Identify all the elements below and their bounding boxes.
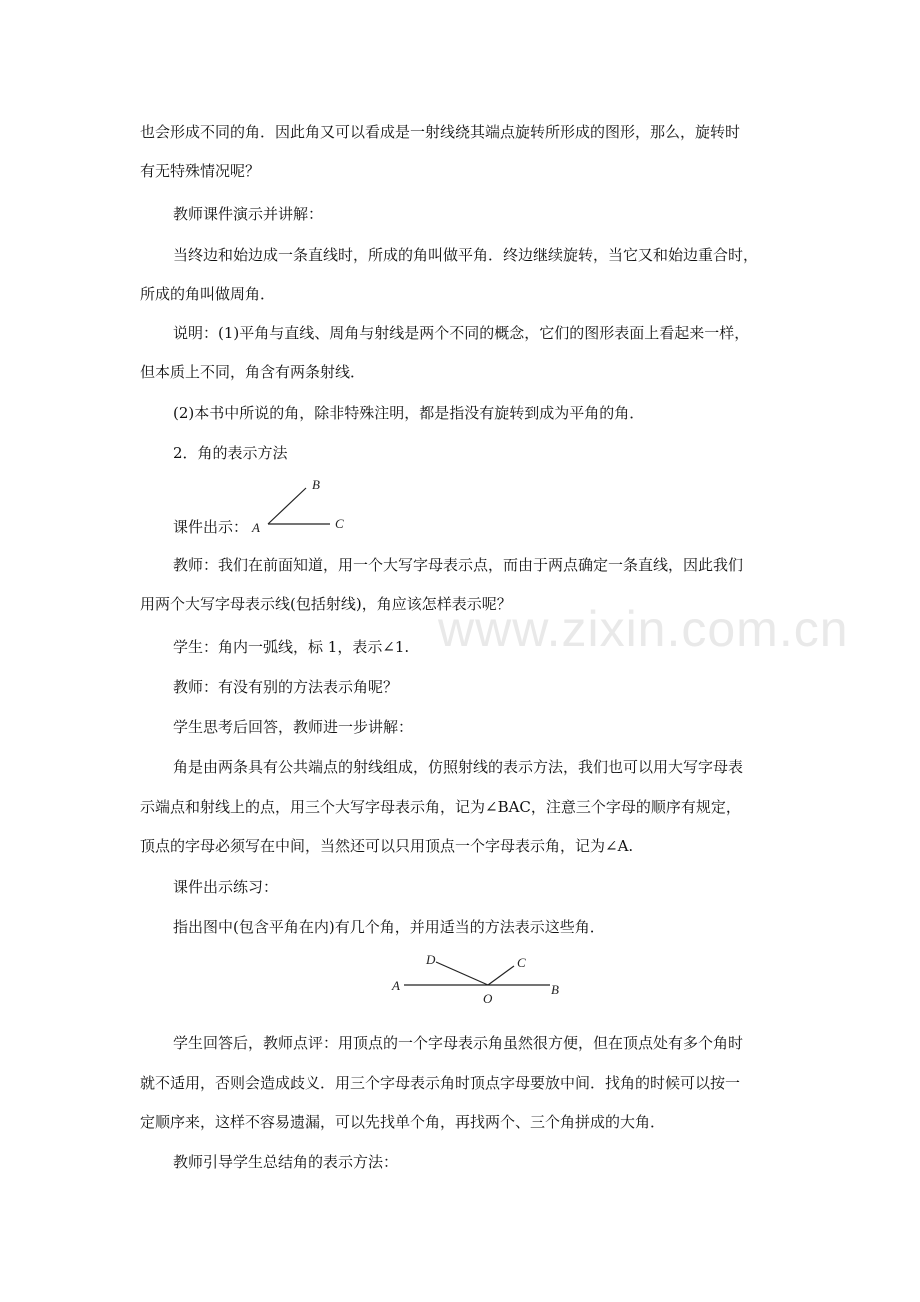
paragraph-line: 教师：我们在前面知道，用一个大写字母表示点，而由于两点确定一条直线，因此我们 <box>173 556 744 574</box>
paragraph-line: 教师：有没有别的方法表示角呢？ <box>173 678 399 696</box>
paragraph-line: (2)本书中所说的角，除非特殊注明，都是指没有旋转到成为平角的角． <box>173 404 645 422</box>
angle-figure-aob <box>388 948 568 1012</box>
label-c: C <box>335 516 344 531</box>
paragraph-line: 课件出示： <box>173 518 249 536</box>
paragraph-line: 示端点和射线上的点，用三个大写字母表示角，记为∠BAC，注意三个字母的顺序有规定， <box>140 798 741 816</box>
paragraph-line: 有无特殊情况呢？ <box>140 162 261 180</box>
label-a: A <box>252 520 260 535</box>
paragraph-line: 课件出示练习： <box>173 878 279 896</box>
paragraph-line: 学生：角内一弧线，标 1，表示∠1. <box>173 638 410 656</box>
label-d: D <box>426 952 436 967</box>
paragraph-line: 说明：(1)平角与直线、周角与射线是两个不同的概念，它们的图形表面上看起来一样， <box>173 324 750 342</box>
paragraph-line: 指出图中(包含平角在内)有几个角，并用适当的方法表示这些角． <box>173 918 605 936</box>
paragraph-line: 就不适用，否则会造成歧义．用三个字母表示角时顶点字母要放中间．找角的时候可以按一 <box>140 1074 741 1092</box>
label-c: C <box>517 955 526 970</box>
angle-figure-bac <box>248 474 353 540</box>
paragraph-line: 学生思考后回答，教师进一步讲解： <box>173 718 414 736</box>
paragraph-line: 学生回答后，教师点评：用顶点的一个字母表示角虽然很方便，但在顶点处有多个角时 <box>173 1034 744 1052</box>
ray-od <box>436 962 488 985</box>
label-b: B <box>551 982 559 997</box>
paragraph-line: 顶点的字母必须写在中间，当然还可以只用顶点一个字母表示角，记为∠A. <box>140 837 634 855</box>
ray-ab <box>268 488 306 524</box>
paragraph-line: 角是由两条具有公共端点的射线组成，仿照射线的表示方法，我们也可以用大写字母表 <box>173 758 744 776</box>
ray-oc <box>488 966 514 985</box>
paragraph-line: 定顺序来，这样不容易遗漏，可以先找单个角，再找两个、三个角拼成的大角． <box>140 1113 666 1131</box>
paragraph-line: 但本质上不同，角含有两条射线． <box>140 363 366 381</box>
label-o: O <box>483 991 493 1006</box>
paragraph-line: 用两个大写字母表示线(包括射线)，角应该怎样表示呢？ <box>140 595 512 613</box>
paragraph-line: 教师引导学生总结角的表示方法： <box>173 1153 399 1171</box>
paragraph-line: 所成的角叫做周角． <box>140 285 276 303</box>
label-b: B <box>312 477 320 492</box>
paragraph-line: 教师课件演示并讲解： <box>173 205 324 223</box>
section-heading: 2．角的表示方法 <box>173 444 288 462</box>
label-a: A <box>392 978 400 993</box>
watermark: www.zixin.com.cn <box>438 601 849 657</box>
paragraph-line: 也会形成不同的角．因此角又可以看成是一射线绕其端点旋转所形成的图形，那么，旋转时 <box>140 123 741 141</box>
paragraph-line: 当终边和始边成一条直线时，所成的角叫做平角．终边继续旋转，当它又和始边重合时， <box>173 246 759 264</box>
